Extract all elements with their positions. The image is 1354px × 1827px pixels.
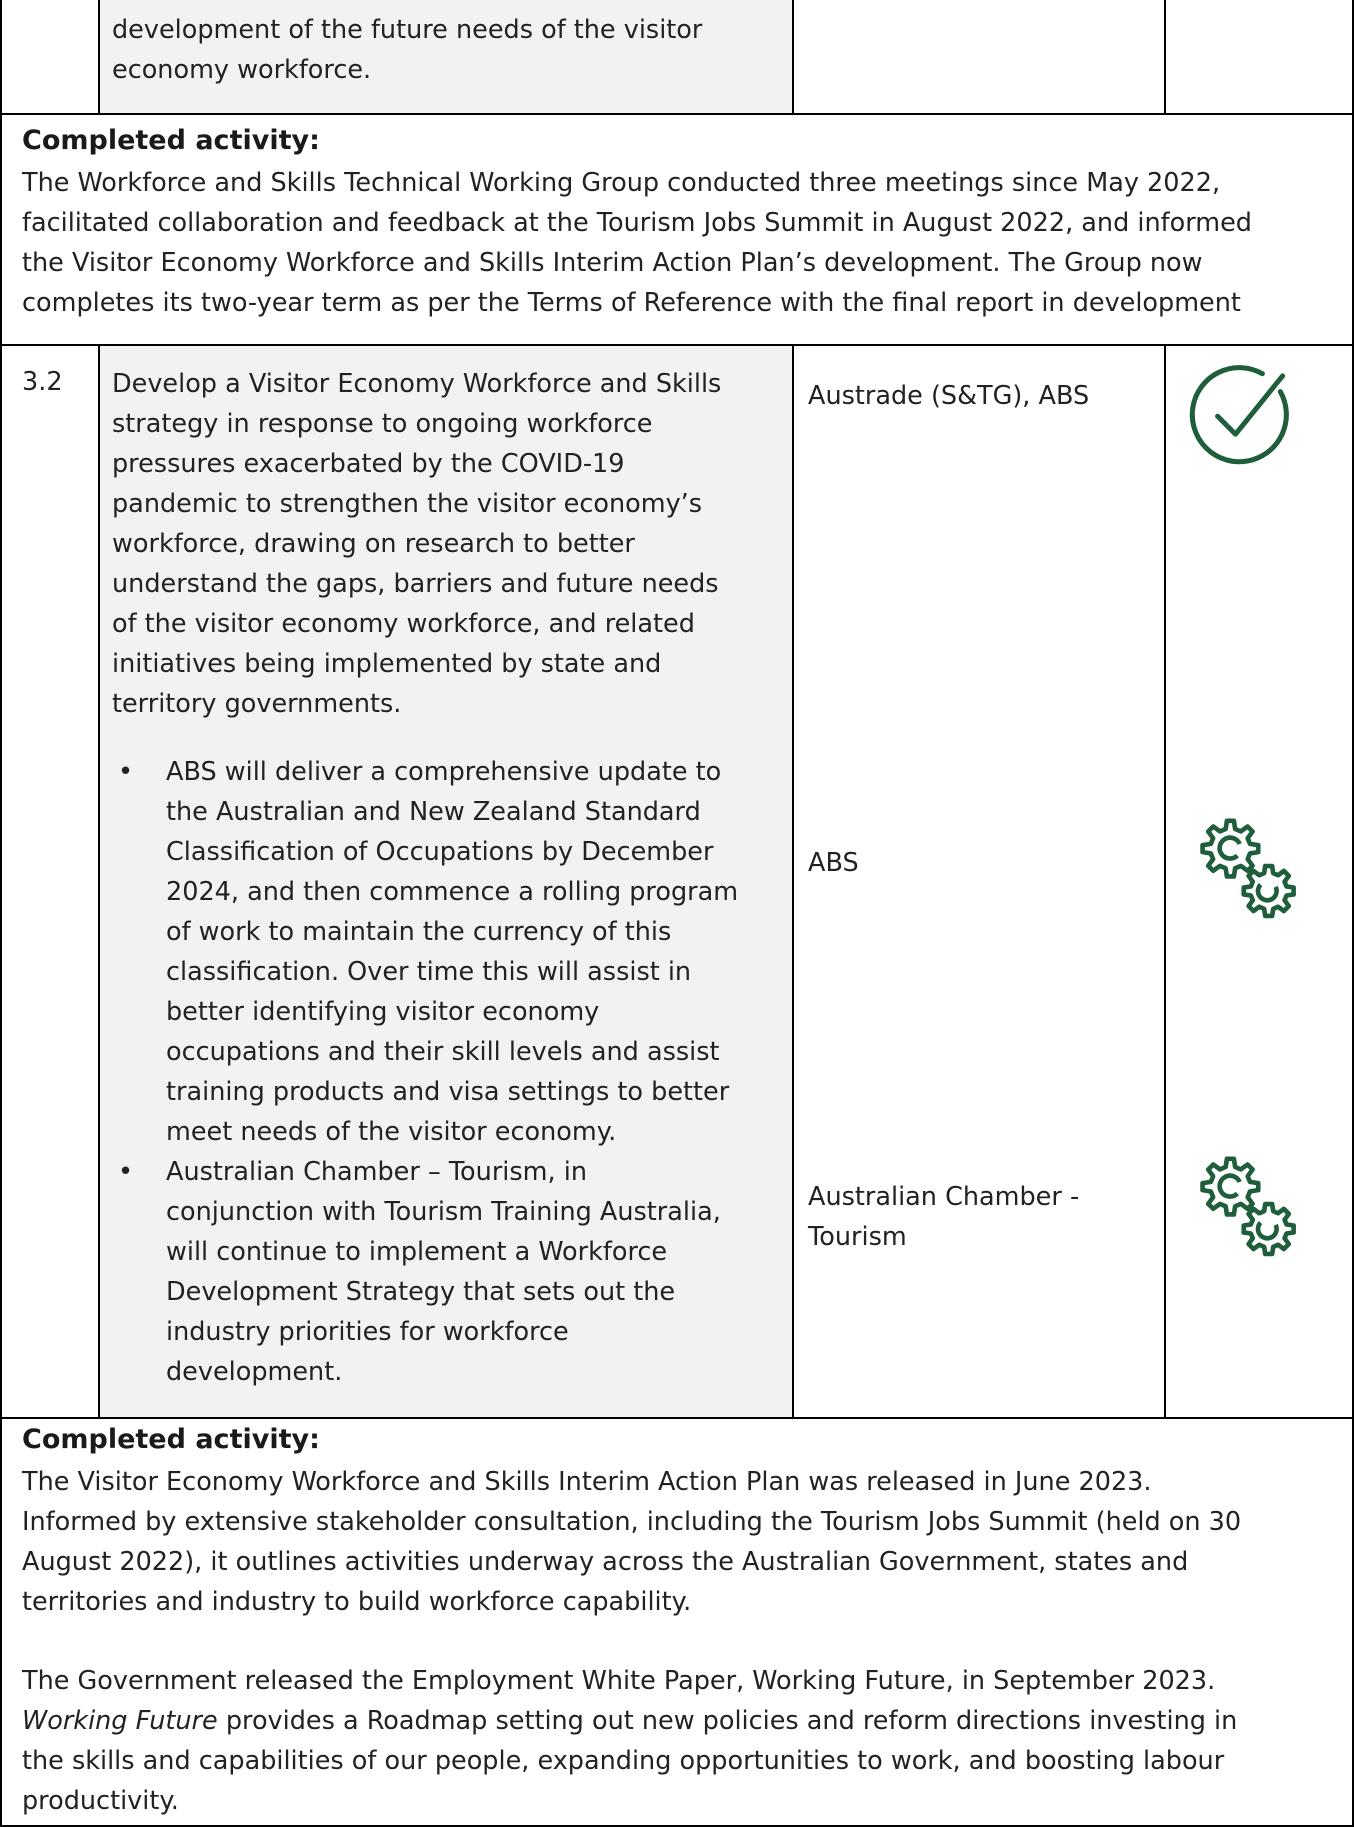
table-border [98,0,100,114]
table-border [1164,344,1166,1419]
table-border [792,0,794,114]
lead-agency: Australian Chamber - Tourism [808,1182,1080,1252]
row-3-2-description: Develop a Visitor Economy Workforce and Skills strategy in response to ongoing workforce pressures exacerbated by the COVID-19 pandemic to strengthen the visitor economy’s workforce, drawing on research to better understand the gaps, barriers and future needs of the visitor economy workforce, and related initiatives being implemented by state and territory governments. [112,369,722,719]
table-border [98,344,100,1419]
lead-agency: Austrade (S&TG), ABS [808,381,1090,411]
completed-activity-heading: Completed activity: [22,1424,320,1455]
table-border [1164,0,1166,114]
sub-activity-list [112,752,782,1392]
table-border [0,0,2,1827]
check-circle-icon [1184,358,1296,470]
completed-activity-text: The Visitor Economy Workforce and Skills Interim Action Plan was released in June 2023. Informed by extensive stakeholder consultation, including the Tourism Jobs Summit (held on 30 August 2022), it outlines activities underway across the Australian Government, states and territories and industry to build workforce capability. [22,1467,1242,1617]
table-border [0,113,1354,115]
gears-icon [1184,1153,1300,1269]
top-row-description: development of the future needs of the visitor economy workforce. [112,15,703,85]
list-item: • ABS will deliver a comprehensive update to the Australian and New Zealand Standard Classification of Occupations by December 2024, and then commence a rolling program of work to maintain the currency of this classification. Over time this will assist in better identifying visitor economy occupations and their skill levels and assist training products and visa settings to better meet needs of the visitor economy. [112,752,782,1152]
completed-activity-heading: Completed activity: [22,125,320,156]
italic-title: Working Future [22,1706,218,1736]
completed-activity-text: The Government released the Employment White Paper, Working Future, in September 2023. Working Future provides a Roadmap setting out new policies and reform directions investing in the skills and capabilities of our people, expanding opportunities to work, and boosting labour productivity. [22,1666,1238,1816]
row-number: 3.2 [22,367,63,397]
list-item: • Australian Chamber – Tourism, in conjunction with Tourism Training Australia, will continue to implement a Workforce Development Strategy that sets out the industry priorities for workforce development. [112,1152,782,1392]
gears-icon [1184,815,1300,931]
table-border [792,344,794,1419]
completed-activity-text: The Workforce and Skills Technical Working Group conducted three meetings since May 2022, facilitated collaboration and feedback at the Tourism Jobs Summit in August 2022, and informed the Visitor Economy Workforce and Skills Interim Action Plan’s development. The Group now completes its two-year term as per the Terms of Reference with the final report in development [22,168,1252,318]
lead-agency: ABS [808,848,859,878]
table-border [0,1417,1354,1419]
table-border [0,344,1354,346]
